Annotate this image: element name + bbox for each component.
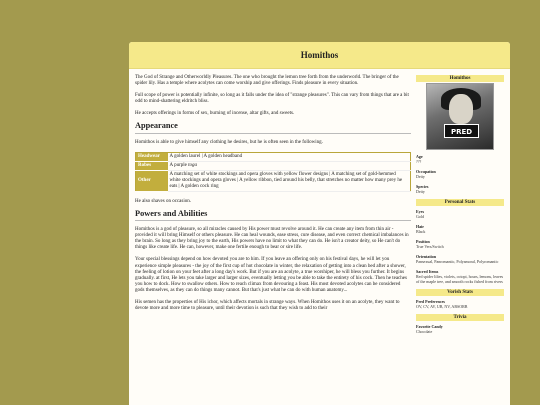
powers-paragraph-3: His semen has the properties of His ichor, which affects mortals in strange ways. When Homithos uses it on an acolyte, they want to devote more and more time to pleasure, until their devotion is such that they wish to add to their: [135, 299, 400, 312]
table-row: [136, 152, 411, 161]
main-content: [135, 75, 411, 318]
info-favorite-candy: [416, 324, 504, 334]
info-label: Pred Preferences: [416, 299, 445, 304]
info-label: Eyes: [416, 209, 424, 214]
intro-paragraph-3: He accepts offerings in forms of sex, burning of incense, altar gifts, and sweets.: [135, 111, 295, 117]
info-value: Chocolate: [416, 329, 433, 334]
appearance-heading: Appearance: [135, 123, 411, 133]
infobox-title: Homithos: [416, 75, 504, 82]
info-age: [416, 154, 504, 164]
intro-paragraph-1: The God of Strange and Otherworldly Pleasures. The one who brought the lemon tree forth from the underworld. The bringer of the spider lily. Has a temple where acolytes can come worship and give offerings. Finds pleasure in every situation.: [135, 75, 399, 87]
table-row: [136, 161, 411, 170]
powers-heading: Powers and Abilities: [135, 211, 411, 221]
info-eyes: [416, 209, 504, 219]
personal-stats-heading: Personal Stats: [416, 199, 504, 206]
info-position: [416, 239, 504, 249]
attire-table: [135, 152, 411, 192]
info-value: Red spider lilies, violets, octopi, hours, lemons, leaves of the maple tree, and smooth rocks fished from rivers: [416, 274, 504, 284]
info-value: Deity: [416, 189, 425, 194]
info-sacred-items: [416, 269, 504, 284]
powers-paragraph-2: Your special blessings depend on how devoted you are to him. If you leave an offering only on his festival days, he will let you experience simple pleasures - the joy of the first cup of hot chocolate in winter, the relaxation of getting into a clean bed after a shower, the feeling of lotion on your feet after a long day's work. But if you are an acolyte, a true worshiper, he will bless you further. It begins gradually. at first, He lets you take larger and larger sizes, eventually letting you be able to take the entirety of his cock. Then he teaches you how to dock. How to swallow others. How to reach climax from devouring a feast. His most devoted acolytes can be considered gods themselves, as they can do things many cannot. But that's just what he can do with human anatomy...: [135, 257, 407, 293]
info-species: [416, 184, 504, 194]
portrait-face: [449, 94, 473, 124]
info-hair: [416, 224, 504, 234]
info-label: Position: [416, 239, 430, 244]
info-label: Occupation: [416, 169, 436, 174]
info-value: True Vers/Switch: [416, 244, 444, 249]
info-label: Age: [416, 154, 423, 159]
attire-value-headwear: A golden laurel | A golden headband: [168, 152, 411, 161]
info-value: Deity: [416, 174, 425, 179]
info-value: OV, CV, AV, UB, NV, ABSORB: [416, 304, 468, 309]
attire-label-headwear: Headwear: [136, 152, 168, 161]
info-label: Sacred Items: [416, 269, 439, 274]
info-pred-preferences: [416, 299, 504, 309]
table-row: [136, 170, 411, 191]
page-title: Homithos: [129, 42, 510, 69]
info-label: Orientation: [416, 254, 436, 259]
portrait-badge: PRED: [444, 124, 479, 138]
appearance-after: He also shaves on occasion.: [135, 198, 191, 204]
intro-paragraph-2: Full scope of power is potentially infinite, so long as it falls under the idea of "strange pleasures". This can vary from things that are a bit odd to mind-shattering eldritch bliss.: [135, 93, 409, 105]
trivia-heading: Trivia: [416, 314, 504, 321]
info-label: Species: [416, 184, 429, 189]
vorish-stats-heading: Vorish Stats: [416, 289, 504, 296]
info-value: Pansexual, Panromantic, Polyamoral, Polyromantic: [416, 259, 499, 264]
attire-value-other: A matching set of white stockings and opera gloves with yellow flower designs | A matching set of gold-hemmed white stockings and opera gloves | A yellow ribbon, tied around his belly, that stretches no matter how many prey he eats | A golden cock ring: [168, 170, 411, 191]
info-occupation: [416, 169, 504, 179]
infobox: [416, 75, 504, 339]
info-value: ???: [416, 159, 422, 164]
character-portrait: [426, 83, 494, 150]
attire-label-other: Other: [136, 170, 168, 191]
robes-value-text: A purple: [169, 162, 189, 168]
info-label: Hair: [416, 224, 424, 229]
appearance-text: Homithos is able to give himself any clothing he desires, but he is often seen in the following.: [135, 139, 323, 145]
character-page: [129, 42, 510, 405]
attire-value-robes: [168, 161, 411, 170]
info-value: Gold: [416, 214, 424, 219]
info-label: Favorite Candy: [416, 324, 443, 329]
info-value: Black: [416, 229, 426, 234]
info-orientation: [416, 254, 504, 264]
robes-value-emphasis: toga: [188, 162, 197, 168]
attire-label-robes: Robes: [136, 161, 168, 170]
powers-paragraph-1: Homithos is a god of pleasure, so all miracles caused by His power must revolve around it. He can create any item from thin air - provided it will bring Himself or others pleasure. He can heal wounds, ease stress, cure disease, and even correct chemical imbalances in the brain. So long as they bring joy to the earth, His powers have no limit to what they can do. He isn't a creator deity, so He can't do things like create life. He can, however, make one fertile enough to bear or sire life.: [135, 227, 409, 251]
